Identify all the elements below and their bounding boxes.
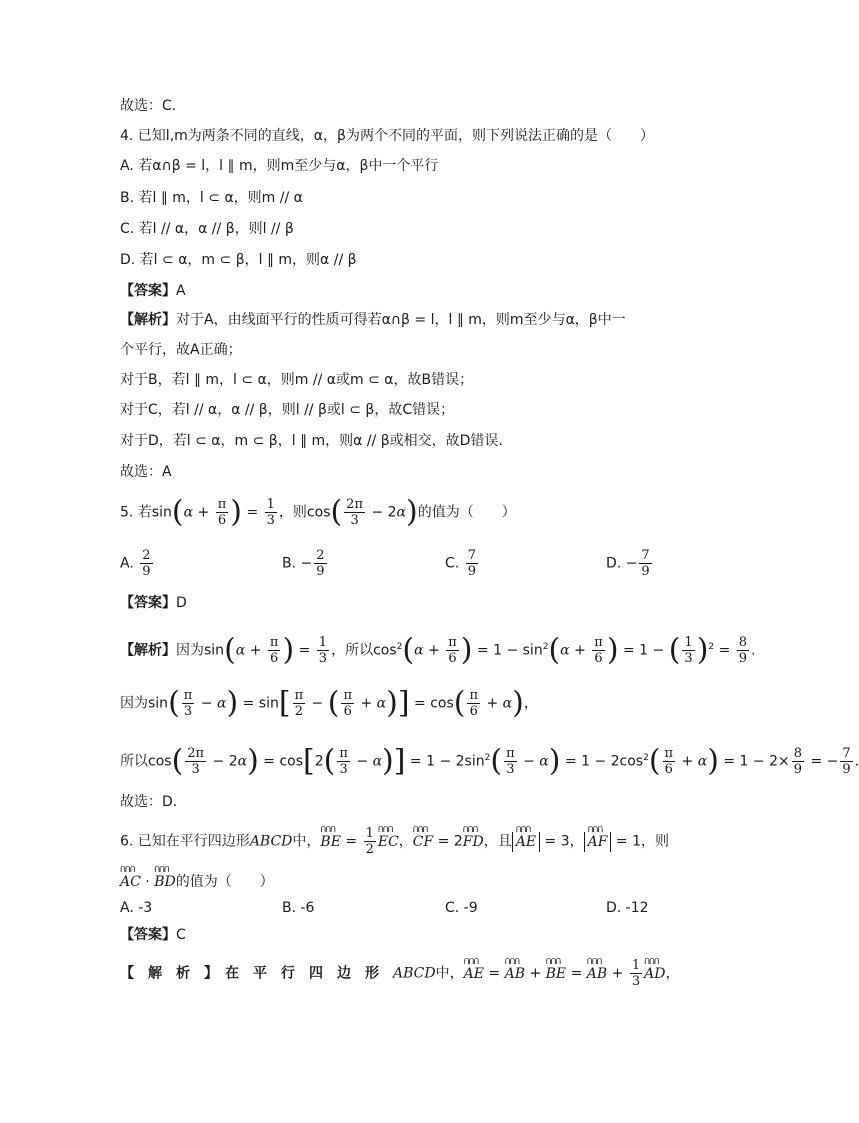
- q4-analysis-5: 对于D，若l ⊂ α，m ⊂ β，l ∥ m，则α // β或相交，故D错误.: [120, 433, 503, 449]
- q5-conclusion: 故选：D.: [120, 794, 178, 810]
- q6-option-c: C. -9: [445, 900, 478, 916]
- q4-analysis-2: 个平行，故A正确；: [120, 342, 242, 358]
- q4-option-b: B. 若l ∥ m，l ⊂ α，则m // α: [120, 190, 303, 206]
- q6-answer: 【答案】C: [120, 927, 186, 943]
- analysis-text: 对于A，由线面平行的性质可得若α∩β = l，l ∥ m，则m至少与α，β中一: [176, 312, 626, 328]
- q6-option-a: A. -3: [120, 900, 153, 916]
- q5-stem: 5. 若sin(α + $\frac{\pi}{6}$ ) = $\frac{1}{3}$ ，则cos( $\frac{2\pi}{3}$ − 2α)的值为（ ）: [120, 494, 516, 530]
- q4-conclusion: 故选：A: [120, 464, 172, 480]
- q6-stem-2: ꓵꓵꓵ AC · ꓵꓵꓵ BD的值为（ ）: [120, 872, 274, 892]
- q5-analysis-2: 因为sin( $\frac{\pi}{3}$ − α) = sin[ $\frac{\pi}{2}$ − ( $\frac{\pi}{6}$ + α)] = cos( $\frac{\pi}{6}$ + α)，: [120, 685, 538, 721]
- q4-analysis-3: 对于B，若l ∥ m，l ⊂ α，则m // α或m ⊂ α，故B错误；: [120, 372, 474, 388]
- q4-option-d: D. 若l ⊂ α，m ⊂ β，l ∥ m，则α // β: [120, 252, 357, 268]
- q5-analysis-3: 所以cos( $\frac{2\pi}{3}$ − 2α) = cos[2( $\frac{\pi}{3}$ − $\alpha)] = 1 - 2\sin^2$( $\frac{\pi}{3}$ − $\alpha) = 1 - 2\cos^2$( $\frac{\pi}{6}$ + α) = 1 − 2× $\frac{8}{9}$ = − $\frac{7}{9}$ .: [120, 743, 859, 779]
- q5-option-c: C. $\frac{7}{9}$: [445, 548, 476, 579]
- q5-option-b: B. − $\frac{2}{9}$: [282, 548, 325, 579]
- analysis-label: 【解析】: [120, 312, 176, 328]
- q5-stem-mid: ，则cos: [278, 504, 331, 521]
- q6-analysis-1: 【 解 析 】 在 平 行 四 边 形 ABCD中，ꓵꓵꓵ AE = ꓵꓵꓵ AB + ꓵꓵꓵ BE = ꓵꓵꓵ AB + $\frac{1}{3}$ ꓵꓵꓵ AD，: [120, 958, 679, 989]
- q4-answer: [120, 281, 186, 301]
- q3-conclusion: 故选：C.: [120, 98, 177, 114]
- q5-stem-post: 的值为（ ）: [417, 504, 516, 521]
- q4-analysis-4: 对于C，若l // α，α // β，则l // β或l ⊂ β，故C错误；: [120, 402, 455, 418]
- q6-stem: 6. 已知在平行四边形ABCD中，ꓵꓵꓵ BE = $\frac{1}{2}$ ꓵꓵꓵ EC，ꓵꓵꓵ CF = 2ꓵꓵꓵ FD，且ꓵꓵꓵ AE = 3，ꓵꓵꓵ AF = 1，则: [120, 826, 669, 857]
- q5-stem-pre: 5. 若sin: [120, 504, 172, 521]
- q4-analysis-1: [120, 310, 626, 330]
- q5-option-a: A. $\frac{2}{9}$: [120, 548, 151, 579]
- q5-answer: 【答案】D: [120, 595, 187, 611]
- answer-label: 【答案】: [120, 283, 176, 299]
- answer-value: A: [176, 283, 186, 299]
- q4-option-a: A. 若α∩β = l，l ∥ m，则m至少与α，β中一个平行: [120, 158, 439, 174]
- q4-option-c: C. 若l // α，α // β，则l // β: [120, 221, 294, 237]
- q6-option-b: B. -6: [282, 900, 315, 916]
- q4-stem: 4. 已知l,m为两条不同的直线，α，β为两个不同的平面，则下列说法正确的是（ ）: [120, 128, 654, 144]
- q5-analysis-1: 【解析】因为sin(α + $\frac{\pi}{6}$ ) = $\frac{1}{3}$ ，所以$\cos^2(\alpha$ + $\frac{\pi}{6}$ ) = $1 - \sin^2(\alpha$ + $\frac{\pi}{6}$ ) = 1 − ( $\frac{1}{3}$ )$^2$ = $\frac{8}{9}$ .: [120, 632, 756, 668]
- q6-option-d: D. -12: [606, 900, 649, 916]
- q5-option-d: D. − $\frac{7}{9}$: [606, 548, 650, 579]
